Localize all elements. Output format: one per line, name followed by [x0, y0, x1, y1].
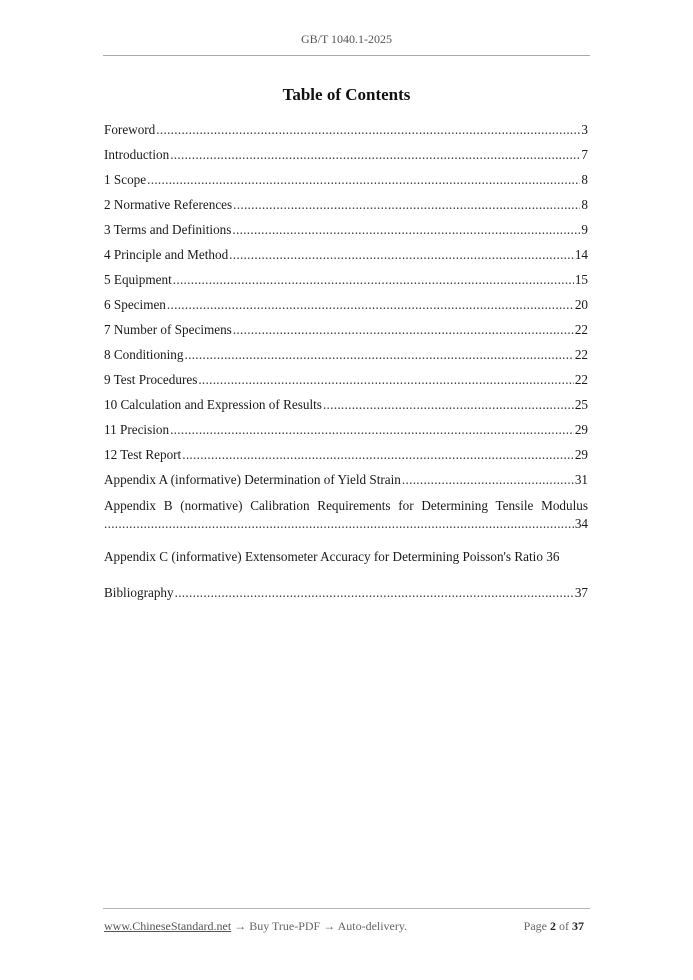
toc-leader-dots [402, 471, 574, 489]
toc-entry-page: 31 [574, 472, 588, 487]
toc-entry-label: 1 Scope [104, 172, 147, 187]
toc-entry-page: 29 [574, 447, 588, 462]
toc-entry-label: 9 Test Procedures [104, 372, 198, 387]
toc-leader-dots [167, 296, 574, 314]
toc-entry-specimen[interactable] [104, 296, 588, 314]
toc-entry-appendix-c[interactable] [104, 548, 588, 566]
page-header [103, 29, 590, 56]
toc-entry-foreword[interactable] [104, 121, 588, 139]
toc-entry-normative-references[interactable] [104, 196, 588, 214]
toc-entry-page: 3 [581, 122, 588, 137]
toc-leader-dots [170, 146, 580, 164]
toc-entry-test-procedures[interactable] [104, 371, 588, 389]
toc-entry-introduction[interactable] [104, 146, 588, 164]
toc-entry-label: 3 Terms and Definitions [104, 222, 232, 237]
page-number [524, 919, 584, 934]
toc-entry-label: 2 Normative References [104, 197, 233, 212]
toc-entry-label: Introduction [104, 147, 170, 162]
toc-entry-label: Bibliography [104, 585, 174, 600]
toc-leader-dots [173, 271, 574, 289]
toc-leader-dots [323, 396, 574, 414]
toc-entry-label: Appendix B (normative) Calibration Requirements for Determining Tensile Modulus [104, 498, 588, 513]
toc-entry-page: 22 [574, 322, 588, 337]
document-id: GB/T 1040.1-2025 [300, 32, 393, 46]
toc-entry-precision[interactable] [104, 421, 588, 439]
toc-entry-label: 7 Number of Specimens [104, 322, 232, 337]
toc-entry-page: 15 [574, 272, 588, 287]
toc-leader-dots [233, 321, 574, 339]
toc-entry-label: 6 Specimen [104, 297, 166, 312]
toc-entry-bibliography[interactable] [104, 584, 588, 602]
toc-leader-dots [175, 584, 574, 602]
toc-entry-test-report[interactable] [104, 446, 588, 464]
toc-entry-label: 11 Precision [104, 422, 170, 437]
toc-entry-calculation-results[interactable] [104, 396, 588, 414]
site-link[interactable]: www.ChineseStandard.net [104, 919, 232, 933]
toc-entry-terms-definitions[interactable] [104, 221, 588, 239]
toc-entry-label: 10 Calculation and Expression of Results [104, 397, 322, 412]
page-word: Page [523, 919, 547, 933]
toc-leader-dots [104, 515, 574, 533]
total-pages: 37 [572, 919, 584, 933]
toc-entry-label: 4 Principle and Method [104, 247, 229, 262]
toc-leader-dots [232, 221, 580, 239]
toc-entry-page: 22 [574, 372, 588, 387]
toc-leader-dots [185, 346, 574, 364]
toc-entry-page: 8 [581, 197, 588, 212]
toc-entry-number-of-specimens[interactable] [104, 321, 588, 339]
toc-entry-page: 29 [574, 422, 588, 437]
toc-entry-label: 8 Conditioning [104, 347, 184, 362]
toc-entry-page: 14 [574, 247, 588, 262]
toc-leader-dots [233, 196, 580, 214]
toc-entry-page: 37 [574, 585, 588, 600]
toc-entry-label: Foreword [104, 122, 156, 137]
toc-entry-page: 36 [546, 549, 560, 564]
toc-entry-page: 9 [581, 222, 588, 237]
toc-entry-page: 25 [574, 397, 588, 412]
toc-entry-scope[interactable] [104, 171, 588, 189]
toc-entry-principle-method[interactable] [104, 246, 588, 264]
toc-entry-appendix-b-leader[interactable] [104, 515, 588, 533]
toc-entry-page: 20 [574, 297, 588, 312]
toc-entry-label: 5 Equipment [104, 272, 172, 287]
toc-entry-page: 7 [581, 147, 588, 162]
toc-entry-appendix-b[interactable] [104, 497, 588, 515]
toc-leader-dots [147, 171, 580, 189]
toc-leader-dots [198, 371, 573, 389]
toc-leader-dots [170, 421, 574, 439]
toc-entry-label: 12 Test Report [104, 447, 182, 462]
of-word: of [559, 919, 569, 933]
toc-entry-page: 8 [581, 172, 588, 187]
toc-leader-dots [156, 121, 580, 139]
toc-entry-equipment[interactable] [104, 271, 588, 289]
toc-entry-conditioning[interactable] [104, 346, 588, 364]
page-footer [103, 908, 590, 939]
toc-entry-page: 34 [574, 516, 588, 531]
toc-entry-page: 22 [574, 347, 588, 362]
toc-leader-dots [182, 446, 574, 464]
toc-entry-appendix-a[interactable] [104, 471, 588, 489]
footer-promo-text: → Buy True-PDF → Auto-delivery. [231, 919, 408, 933]
current-page: 2 [550, 919, 556, 933]
toc-entry-label: Appendix A (informative) Determination of Yield Strain [104, 472, 401, 487]
footer-promo [104, 919, 407, 934]
toc-entry-label: Appendix C (informative) Extensometer Accuracy for Determining Poisson's Ratio [104, 549, 543, 564]
toc-title: Table of Contents [282, 85, 411, 104]
toc-leader-dots [229, 246, 574, 264]
